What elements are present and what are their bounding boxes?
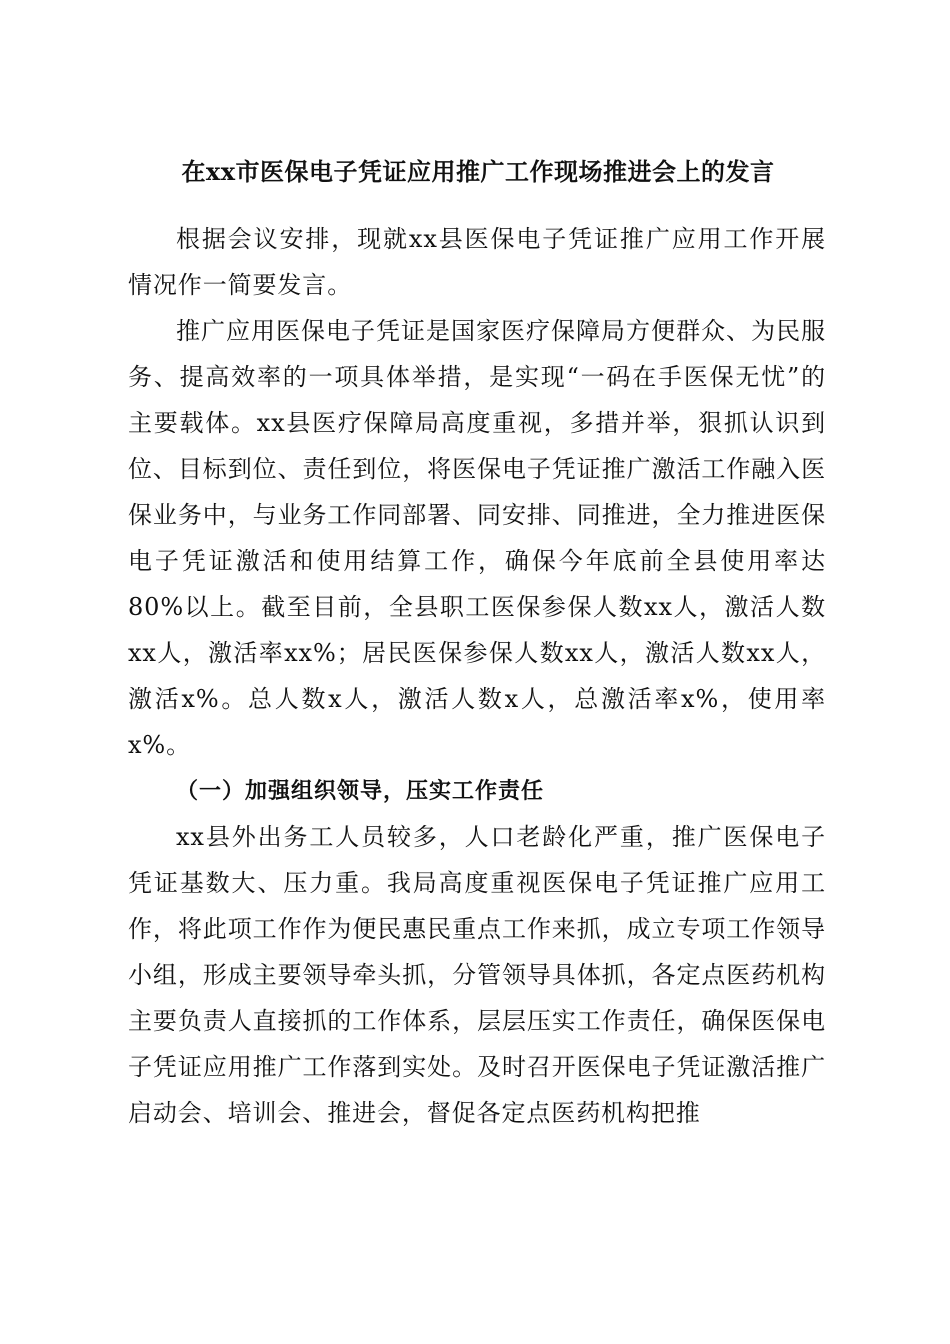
document-title: 在xx市医保电子凭证应用推广工作现场推进会上的发言 [181,157,775,186]
overview-paragraph: 推广应用医保电子凭证是国家医疗保障局方便群众、为民服务、提高效率的一项具体举措，是实现“一码在手医保无忧”的主要载体。xx县医疗保障局高度重视，多措并举，狠抓认识到位、目标到位、责任到位，将医保电子凭证推广激活工作融入医保业务中，与业务工作同部署、同安排、同推进，全力推进医保电子凭证激活和使用结算工作，确保今年底前全县使用率达80%以上。截至目前，全县职工医保参保人数xx人，激活人数xx人，激活率xx%；居民医保参保人数xx人，激活人数xx人，激活x%。总人数x人，激活人数x人，总激活率x%，使用率x%。 [128,317,826,759]
intro-paragraph: 根据会议安排，现就xx县医保电子凭证推广应用工作开展情况作一简要发言。 [128,225,826,299]
section-heading: （一）加强组织领导，压实工作责任 [176,778,545,804]
section-paragraph: xx县外出务工人员较多，人口老龄化严重，推广医保电子凭证基数大、压力重。我局高度重视医保电子凭证推广应用工作，将此项工作作为便民惠民重点工作来抓，成立专项工作领导小组，形成主要领导牵头抓，分管领导具体抓，各定点医药机构主要负责人直接抓的工作体系，层层压实工作责任，确保医保电子凭证应用推广工作落到实处。及时召开医保电子凭证激活推广启动会、培训会、推进会，督促各定点医药机构把推 [128,823,826,1127]
document-body [128,216,826,1136]
